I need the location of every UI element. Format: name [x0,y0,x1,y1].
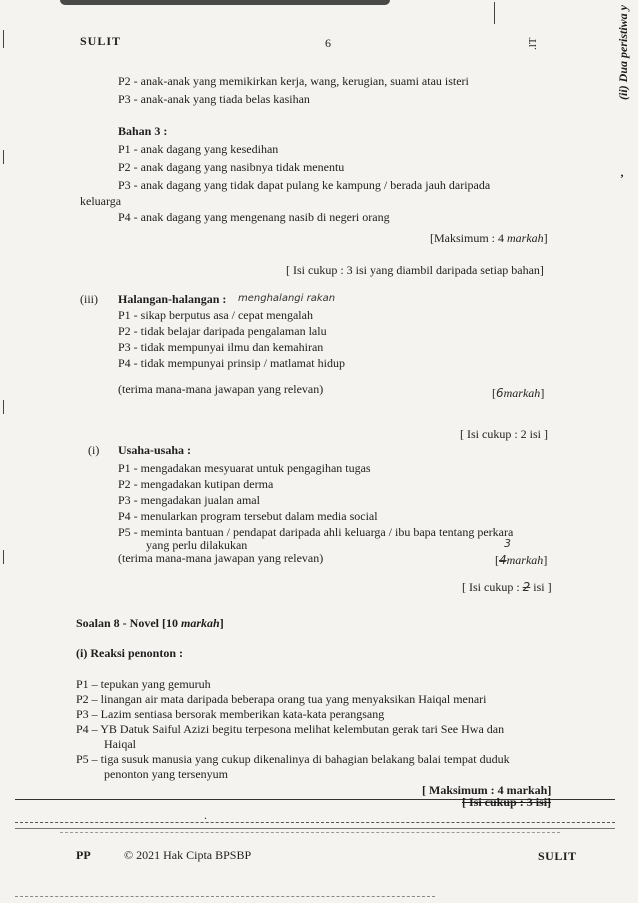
soalan8-title-post: ] [219,616,224,630]
markah-open: [ [492,386,496,400]
bahan3-p2: P2 - anak dagang yang nasibnya tidak menentu [118,160,345,174]
soalan8-p4-cont: Haiqal [104,737,136,751]
soalan8-p4: P4 – YB Datuk Saiful Azizi begitu terpesona melihat kelembutan gerak tari See Hwa dan [76,722,505,736]
bahan3-title: Bahan 3 : [118,124,168,138]
header-sulit: SULIT [80,34,122,48]
margin-mark [3,150,4,164]
halangan-number: (iii) [80,292,98,306]
isi-handwritten: 2 [522,580,531,594]
maks-post: ] [543,231,548,245]
soalan8-p2: P2 – linangan air mata daripada beberapa orang tua yang menyaksikan Haiqal menari [76,692,487,706]
usaha-p4: P4 - menularkan program tersebut dalam media social [118,509,378,523]
soalan8-maksimum: [ Maksimum : 4 markah] [422,783,552,797]
bahan3-p4: P4 - anak dagang yang mengenang nasib di negeri orang [118,210,390,224]
markah-label: markah [503,386,541,400]
usaha-isi-cukup [462,580,552,595]
page-number: 6 [325,36,331,50]
soalan8-p3: P3 – Lazim sentiasa bersorak memberikan kata-kata perangsang [76,707,385,721]
right-edge-mark: ‚ [620,165,624,179]
usaha-title: Usaha-usaha : [118,443,192,457]
bahan3-p3-cont: keluarga [80,194,122,208]
soalan8-title-it: markah [181,616,220,630]
maks-pre: [Maksimum : 4 [430,231,507,245]
margin-mark [3,30,4,48]
halangan-markah [492,386,544,401]
bahan3-p3: P3 - anak dagang yang tidak dapat pulang ke kampung / berada jauh daripada [118,178,491,192]
halangan-p1: P1 - sikap berputus asa / cepat mengalah [118,308,313,322]
handwritten-note: menghalangi rakan [238,293,336,304]
scan-line [15,828,615,829]
maks-it: markah [507,231,544,245]
halangan-terima: (terima mana-mana jawapan yang relevan) [118,382,324,396]
usaha-p3: P3 - mengadakan jualan amal [118,493,260,507]
usaha-number: (i) [88,443,100,457]
footer-pp: PP [76,848,91,862]
halangan-isi-cukup: [ Isi cukup : 2 isi ] [460,427,548,441]
side-label-text: Dua peristiwa y [616,4,630,83]
markah-open: [ [495,553,499,567]
scan-line [60,832,560,833]
usaha-p5-cont: yang perlu dilakukan [146,538,248,552]
footer-sulit: SULIT [538,849,577,863]
halangan-p3: P3 - tidak mempunyai ilmu dan kemahiran [118,340,324,354]
soalan8-isi-cukup-struck: [ Isi cukup : 3 isi] [462,795,552,809]
margin-mark [3,400,4,414]
margin-note: .lT [527,37,539,50]
bahan2-p3: P3 - anak-anak yang tiada belas kasihan [118,92,310,106]
soalan8-title [76,616,224,631]
soalan8-title-pre: Soalan 8 - Novel [10 [76,616,181,630]
usaha-terima: (terima mana-mana jawapan yang relevan) [118,551,324,565]
markah-handwritten-correction: 3 [504,537,511,550]
scan-line [15,822,615,823]
top-edge-scan [60,0,390,5]
side-label [616,5,631,100]
usaha-p1: P1 - mengadakan mesyuarat untuk pengagihan tugas [118,461,371,475]
margin-mark [3,550,4,564]
soalan8-p5: P5 – tiga susuk manusia yang cukup dikenalinya di bahagian belakang balai tempat duduk [76,752,510,766]
bahan3-maksimum [430,231,548,246]
halangan-p4: P4 - tidak mempunyai prinsip / matlamat hidup [118,356,345,370]
markah-close: ] [543,553,548,567]
markah-handwritten: 4 [499,553,507,567]
markah-label: markah [506,553,544,567]
usaha-p5: P5 - meminta bantuan / pendapat daripada ahli keluarga / ibu bapa tentang perkara [118,525,514,539]
soalan8-p5-cont: penonton yang tersenyum [104,767,228,781]
soalan8-p1: P1 – tepukan yang gemuruh [76,677,211,691]
reaksi-heading: (i) Reaksi penonton : [76,646,184,660]
bahan3-isi-cukup: [ Isi cukup : 3 isi yang diambil daripada setiap bahan] [286,263,544,277]
stray-dot: . [204,808,207,822]
bahan3-p1: P1 - anak dagang yang kesedihan [118,142,279,156]
isi-pre: [ Isi cukup : [462,580,523,594]
bahan2-p2: P2 - anak-anak yang memikirkan kerja, wang, kerugian, suami atau isteri [118,74,469,88]
side-label-num: (ii) [616,85,630,100]
markah-handwritten: 6 [496,386,504,400]
halangan-title: Halangan-halangan : [118,292,227,306]
pen-mark [494,2,495,24]
bottom-scan-line [15,896,435,897]
footer-copyright: © 2021 Hak Cipta BPSBP [124,848,252,862]
markah-close: ] [540,386,545,400]
usaha-markah [495,553,547,568]
halangan-p2: P2 - tidak belajar daripada pengalaman lalu [118,324,327,338]
usaha-p2: P2 - mengadakan kutipan derma [118,477,274,491]
isi-post: isi ] [530,580,552,594]
